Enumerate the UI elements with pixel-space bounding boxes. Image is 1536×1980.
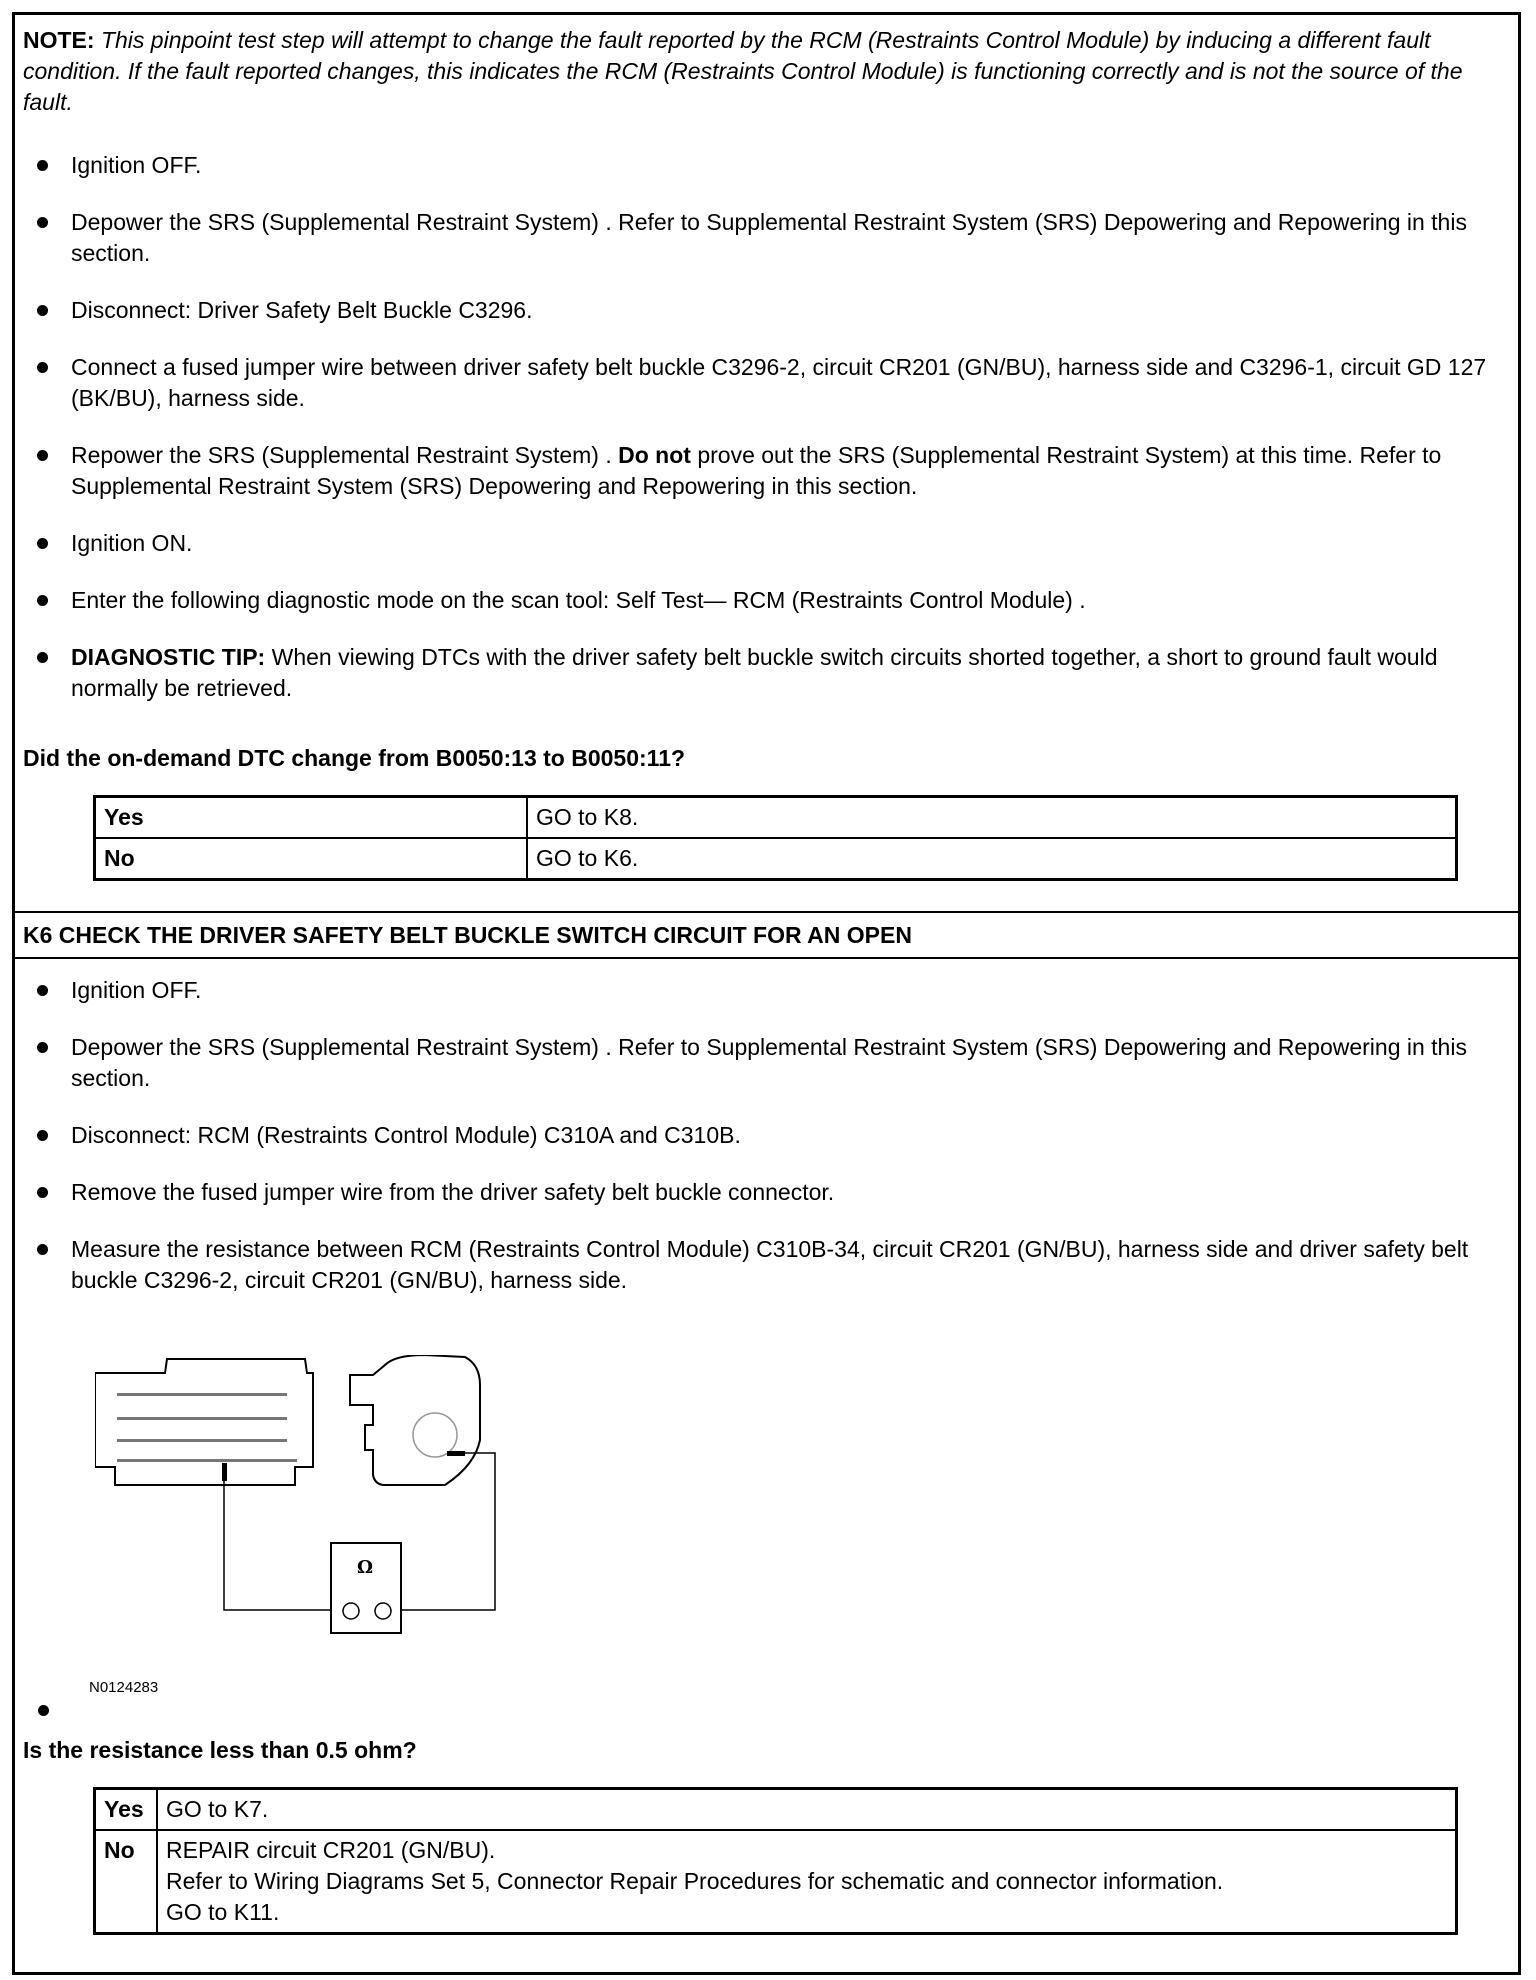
table-row <box>95 838 1457 880</box>
note-paragraph <box>23 25 1513 118</box>
bullet-icon <box>37 538 48 549</box>
bullet-icon <box>37 595 48 606</box>
table-row <box>95 1830 1457 1934</box>
answer-action[interactable]: GO to K8. <box>527 797 1457 839</box>
list-item: Disconnect: RCM (Restraints Control Module) C310A and C310B. <box>15 1120 1520 1151</box>
list-item: Depower the SRS (Supplemental Restraint System) . Refer to Supplemental Restraint System (SRS) Depowering and Repowering in this section. <box>15 1032 1520 1094</box>
bullet-icon <box>37 450 48 461</box>
result-table-2 <box>93 1787 1458 1935</box>
answer-action: REPAIR circuit CR201 (GN/BU). Refer to Wiring Diagrams Set 5, Connector Repair Procedures for schematic and connector information. GO to K11. <box>157 1830 1457 1934</box>
step-list-1 <box>15 150 1520 730</box>
table-row <box>95 797 1457 839</box>
bullet-icon <box>38 1705 49 1716</box>
list-item: DIAGNOSTIC TIP: When viewing DTCs with the driver safety belt buckle switch circuits shorted together, a short to ground fault would normally be retrieved. <box>15 642 1520 704</box>
bullet-icon <box>37 217 48 228</box>
rcm-connector-pins <box>117 1393 297 1462</box>
note-label: NOTE: <box>23 27 95 53</box>
answer-action[interactable]: GO to K7. <box>157 1789 1457 1831</box>
bullet-icon <box>37 362 48 373</box>
answer-label: No <box>95 838 528 880</box>
bullet-icon <box>37 652 48 663</box>
answer-action[interactable]: GO to K6. <box>527 838 1457 880</box>
figure-id: N0124283 <box>89 1679 159 1696</box>
bullet-icon <box>37 1130 48 1141</box>
list-item: Ignition ON. <box>15 528 1520 559</box>
table-row <box>95 1789 1457 1831</box>
list-item: Disconnect: Driver Safety Belt Buckle C3296. <box>15 295 1520 326</box>
step-list-2 <box>15 975 1520 1322</box>
answer-label: Yes <box>95 1789 158 1831</box>
buckle-terminal-ring <box>413 1413 457 1457</box>
answer-label: No <box>95 1830 158 1934</box>
buckle-connector <box>350 1355 480 1485</box>
list-item: Remove the fused jumper wire from the driver safety belt buckle connector. <box>15 1177 1520 1208</box>
procedure-frame <box>12 12 1521 1975</box>
result-table-1 <box>93 795 1458 881</box>
answer-label: Yes <box>95 797 528 839</box>
list-item: Measure the resistance between RCM (Restraints Control Module) C310B-34, circuit CR201 (GN/BU), harness side and driver safety belt buckle C3296-2, circuit CR201 (GN/BU), harness side. <box>15 1234 1520 1296</box>
meter-lead-positive <box>224 1481 331 1610</box>
list-item: Ignition OFF. <box>15 150 1520 181</box>
list-item: Enter the following diagnostic mode on the scan tool: Self Test— RCM (Restraints Control Module) . <box>15 585 1520 616</box>
bullet-icon <box>37 1042 48 1053</box>
probe-pin-rcm <box>222 1463 227 1481</box>
bullet-icon <box>37 1187 48 1198</box>
bullet-icon <box>37 305 48 316</box>
bullet-icon <box>37 1244 48 1255</box>
meter-lead-negative <box>400 1453 495 1610</box>
list-item: Connect a fused jumper wire between driver safety belt buckle C3296-2, circuit CR201 (GN/BU), harness side and C3296-1, circuit GD 127 (BK/BU), harness side. <box>15 352 1520 414</box>
probe-pin-buckle <box>447 1451 465 1456</box>
bullet-icon <box>37 985 48 996</box>
list-item: Depower the SRS (Supplemental Restraint System) . Refer to Supplemental Restraint System (SRS) Depowering and Repowering in this section. <box>15 207 1520 269</box>
note-text: This pinpoint test step will attempt to change the fault reported by the RCM (Restraints Control Module) by inducing a different fault condition. If the fault reported changes, this indicates the RCM (Restraints Control Module) is functioning correctly and is not the source of the fault. <box>23 27 1463 115</box>
measurement-diagram <box>95 1355 635 1705</box>
rcm-connector <box>95 1359 313 1485</box>
bullet-icon <box>37 160 48 171</box>
question-1: Did the on-demand DTC change from B0050:13 to B0050:11? <box>23 745 686 771</box>
question-2: Is the resistance less than 0.5 ohm? <box>23 1737 417 1763</box>
list-item: Repower the SRS (Supplemental Restraint System) . Do not prove out the SRS (Supplemental Restraint System) at this time. Refer to Supplemental Restraint System (SRS) Depowering and Repowering in this section. <box>15 440 1520 502</box>
list-item: Ignition OFF. <box>15 975 1520 1006</box>
section-heading-k6: K6 CHECK THE DRIVER SAFETY BELT BUCKLE SWITCH CIRCUIT FOR AN OPEN <box>15 911 1518 959</box>
ohm-symbol: Ω <box>357 1557 374 1578</box>
